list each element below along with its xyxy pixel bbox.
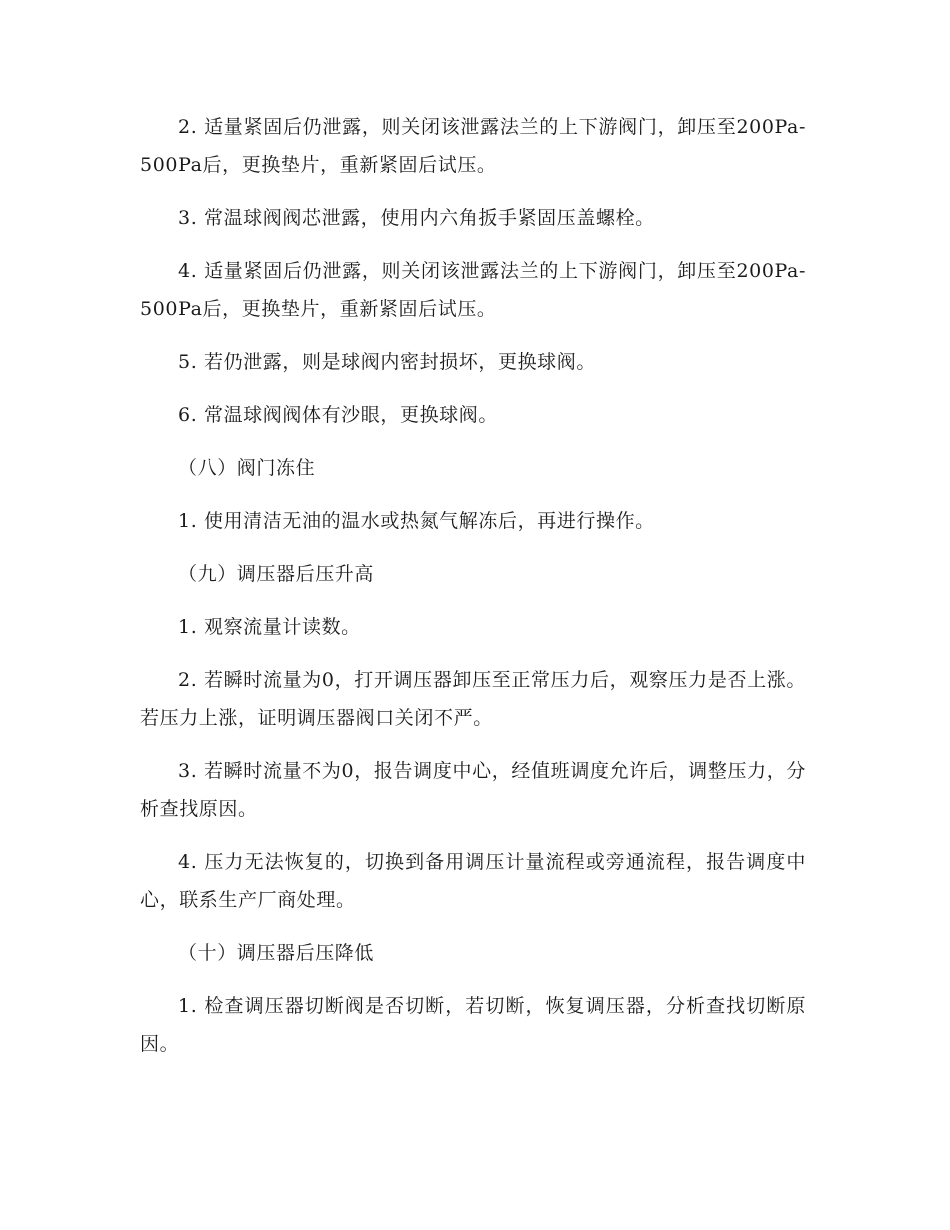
paragraph: 1. 观察流量计读数。 (178, 616, 361, 638)
paragraph: 3. 常温球阀阀芯泄露，使用内六角扳手紧固压盖螺栓。 (178, 207, 655, 229)
section-heading: （十）调压器后压降低 (178, 942, 375, 964)
paragraph: 4. 压力无法恢复的，切换到备用调压计量流程或旁通流程，报告调度中心，联系生产厂商处理。 (140, 851, 806, 911)
paragraph: 2. 适量紧固后仍泄露，则关闭该泄露法兰的上下游阀门，卸压至200Pa-500Pa后，更换垫片，重新紧固后试压。 (140, 116, 806, 176)
document-body (140, 108, 806, 1078)
paragraph: 2. 若瞬时流量为0，打开调压器卸压至正常压力后，观察压力是否上涨。若压力上涨，证明调压器阀口关闭不严。 (140, 669, 806, 729)
paragraph: 1. 使用清洁无油的温水或热氮气解冻后，再进行操作。 (178, 510, 655, 532)
paragraph: 4. 适量紧固后仍泄露，则关闭该泄露法兰的上下游阀门，卸压至200Pa-500Pa后，更换垫片，重新紧固后试压。 (140, 260, 806, 320)
section-heading: （九）调压器后压升高 (178, 563, 375, 585)
paragraph: 1. 检查调压器切断阀是否切断，若切断，恢复调压器，分析查找切断原因。 (140, 995, 806, 1055)
paragraph: 3. 若瞬时流量不为0，报告调度中心，经值班调度允许后，调整压力，分析查找原因。 (140, 760, 806, 820)
paragraph: 5. 若仍泄露，则是球阀内密封损坏，更换球阀。 (178, 351, 596, 373)
paragraph: 6. 常温球阀阀体有沙眼，更换球阀。 (178, 404, 498, 426)
section-heading: （八）阀门冻住 (178, 457, 316, 479)
